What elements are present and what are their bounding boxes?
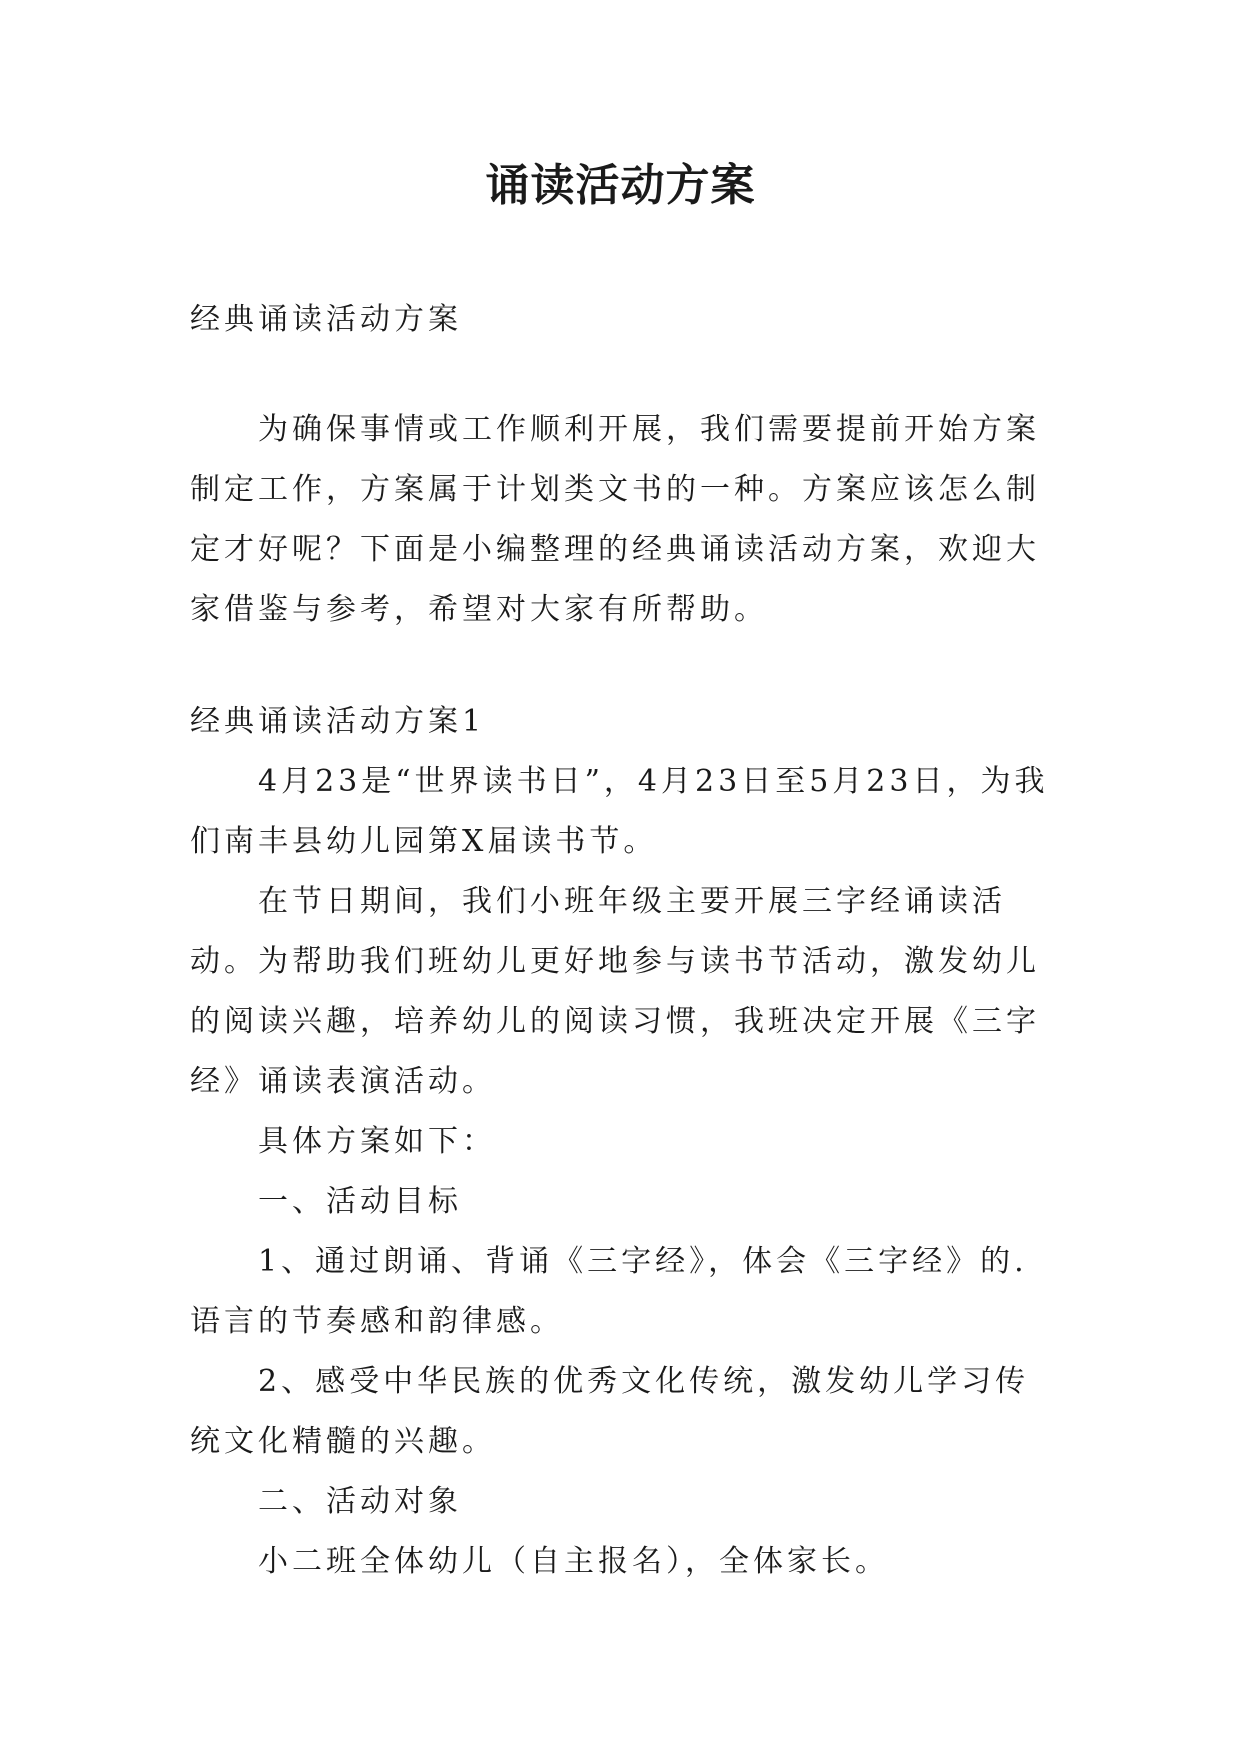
section-heading: 一、活动目标 <box>258 1184 462 1219</box>
intro-paragraph: 为确保事情或工作顺利开展，我们需要提前开始方案制定工作，方案属于计划类文书的一种。方案应该怎么制定才好呢？下面是小编整理的经典诵读活动方案，欢迎大家借鉴与参考，希望对大家有所帮助。 <box>190 412 1040 627</box>
paragraph: 小二班全体幼儿（自主报名），全体家长。 <box>258 1544 889 1579</box>
plan-heading: 经典诵读活动方案1 <box>190 704 486 739</box>
intro-block <box>190 400 1050 640</box>
section-heading: 二、活动对象 <box>258 1484 462 1519</box>
paragraph: 4月23是“世界读书日”，4月23日至5月23日，为我们南丰县幼儿园第X届读书节。 <box>190 764 1049 859</box>
plan-block <box>190 692 1050 1592</box>
paragraph: 在节日期间，我们小班年级主要开展三字经诵读活动。为帮助我们班幼儿更好地参与读书节活动，激发幼儿的阅读兴趣，培养幼儿的阅读习惯，我班决定开展《三字经》诵读表演活动。 <box>190 884 1040 1099</box>
document-subtitle: 经典诵读活动方案 <box>190 302 462 337</box>
paragraph: 具体方案如下： <box>258 1124 496 1159</box>
paragraph: 2、感受中华民族的优秀文化传统，激发幼儿学习传统文化精髓的兴趣。 <box>190 1364 1030 1459</box>
document-title: 诵读活动方案 <box>485 160 756 211</box>
paragraph: 1、通过朗诵、背诵《三字经》，体会《三字经》的.语言的节奏感和韵律感。 <box>190 1244 1028 1339</box>
subtitle-block <box>190 290 1050 350</box>
